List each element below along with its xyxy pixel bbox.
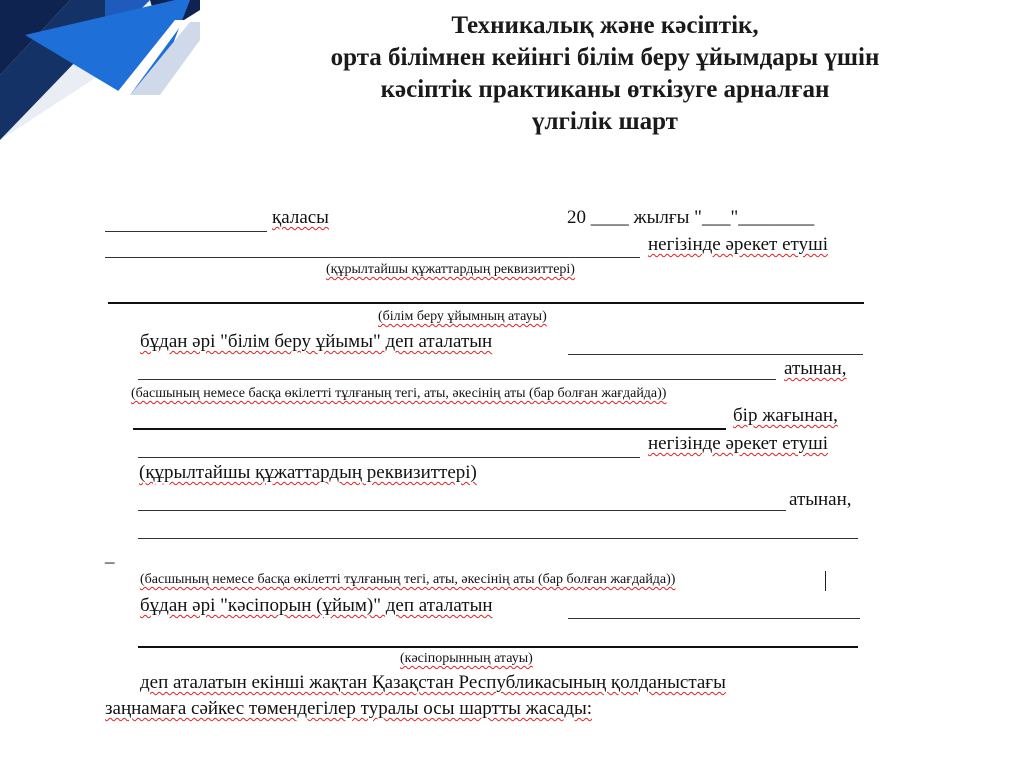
- closing-line-1: деп аталатын екінші жақтан Қазақстан Республикасының қолданыстағы: [140, 672, 726, 693]
- hereinafter-enterprise-blank-line: [568, 618, 860, 619]
- hereinafter-enterprise-text: бұдан әрі "кәсіпорын (ұйым)" деп аталатын: [140, 595, 493, 616]
- head-signature-line: [133, 428, 726, 430]
- title-line-1: Техникалық және кәсіптік,: [451, 12, 759, 39]
- requisites-blank-line-1: [105, 257, 640, 258]
- city-blank-line: [105, 231, 267, 232]
- cursor-bar: [825, 571, 826, 591]
- enterprise-head-blank-line: [138, 510, 786, 511]
- title-line-4: үлгілік шарт: [532, 108, 678, 135]
- caption-head-2: (басшының немесе басқа өкілетті тұлғаның тегі, аты, әкесінің аты (бар болған жағдайда)): [140, 572, 676, 587]
- org-name-line: [108, 302, 864, 304]
- basis-text-1: негізінде әрекет етуші: [648, 234, 828, 255]
- enterprise-name-line: [138, 646, 858, 648]
- enterprise-blank-line-2: [138, 538, 858, 539]
- date-field-text: 20 ____ жылғы "___"________: [567, 207, 815, 228]
- closing-line-2: заңнамаға сәйкес төмендегілер туралы осы шартты жасады:: [105, 698, 593, 719]
- requisites-blank-line-2: [138, 457, 640, 458]
- title-line-2: орта білімнен кейінгі білім беру ұйымдары үшін: [330, 44, 880, 71]
- one-side-text: бір жағынан,: [733, 405, 838, 426]
- hereinafter-org-blank-line: [568, 354, 863, 355]
- basis-text-2: негізінде әрекет етуші: [648, 433, 828, 454]
- caption-head-1: (басшының немесе басқа өкілетті тұлғаның тегі, аты, әкесінің аты (бар болған жағдайда)): [131, 386, 667, 401]
- dash-mark: _: [105, 545, 115, 566]
- on-behalf-text-1: атынан,: [784, 358, 847, 379]
- caption-org-name: (білім беру ұйымның атауы): [378, 309, 547, 324]
- hereinafter-org-text: бұдан әрі "білім беру ұйымы" деп аталатын: [140, 331, 493, 352]
- caption-requisites-2: (құрылтайшы құжаттардың реквизиттері): [139, 462, 477, 483]
- caption-requisites-1: (құрылтайшы құжаттардың реквизиттері): [326, 262, 575, 277]
- city-label: қаласы: [272, 207, 329, 228]
- title-line-3: кәсіптік практиканы өткізуге арналған: [380, 76, 830, 103]
- head-name-blank-line-1: [138, 379, 776, 380]
- caption-enterprise-name: (кәсіпорынның атауы): [400, 651, 533, 666]
- on-behalf-text-2: атынан,: [789, 489, 852, 510]
